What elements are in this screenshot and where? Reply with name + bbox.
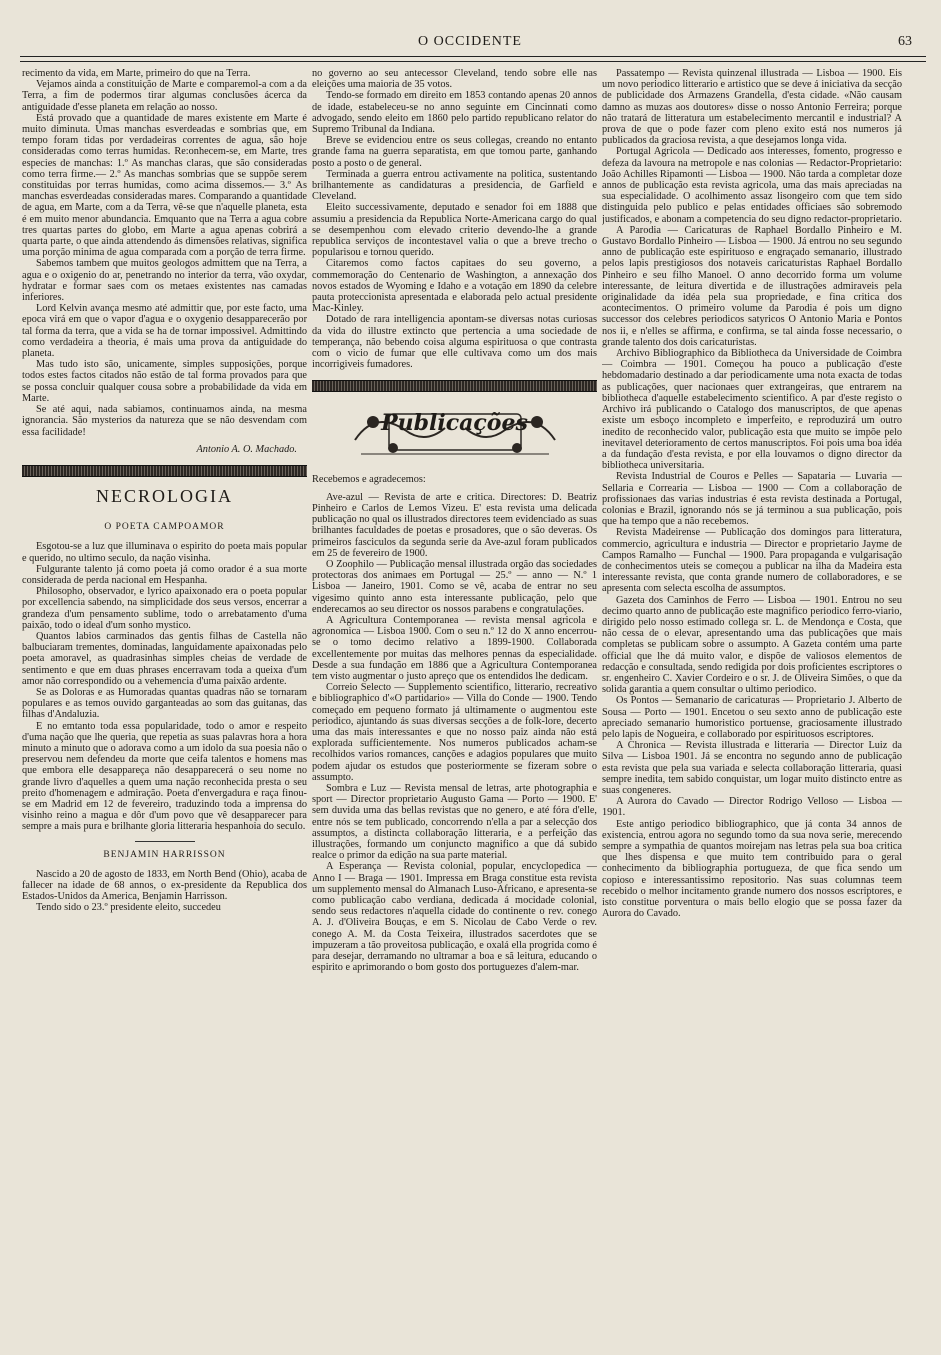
publication-entry: A Aurora do Cavado — Director Rodrigo Velloso — Lisboa — 1901. xyxy=(602,796,902,819)
column-left xyxy=(22,68,307,1318)
article-paragraph: Mas tudo isto são, unicamente, simples supposições, porque todos estes factos citados não estão de tal forma provados para que se possa concluir qualquer cousa sobre a probabilidade da vida em Marte. xyxy=(22,359,307,404)
publication-entry: Correio Selecto — Supplemento scientifico, litterario, recreativo e bibliographico d'«O partidario» — Villa do Conde — 1900. Tendo começado em pequeno formato já ultimamente o augmentou este periodico, ajuntando ás suas diversas secções a de folk-lore, decerto uma das mais interessantes e que no nosso paiz ainda não está explorada sufficientemente. Nos numeros publicados acham-se recolhidos varios romances, canções e adagios populares que muito podem ajudar os estudos que posteriormente se fizeram sobre o assumpto. xyxy=(312,682,597,783)
publication-entry: Passatempo — Revista quinzenal illustrada — Lisboa — 1900. Eis um novo periodico litterario e artistico que se deve á iniciativa da secção de publicidade dos Armazens Grandella, d'esta cidade. «Não causam damno as muzas aos doutores» disse o nosso Antonio Ferreira; porque não tratará de litteratura um estabelecimento mercantil e industrial? A prova de que o pode fazer com pleno exito está nos numeros já publicados da graciosa revista, a que desejamos longa vida. xyxy=(602,68,902,147)
article-paragraph: Breve se evidenciou entre os seus collegas, creando no entanto grande fama na guerra separatista, em que tomou parte, ganhando posto a posto o de general. xyxy=(312,135,597,169)
article-signature: Antonio A. O. Machado. xyxy=(196,443,297,455)
publication-entry: A Chronica — Revista illustrada e litteraria — Director Luiz da Silva — Lisboa 1901. Já se encontra no segundo anno de publicação esta revista que pela sua variada e selecta collaboração litteraria, quasi sempre inedita, tem sabido conquistar, um logar muito distincto entre as suas congeneres. xyxy=(602,740,902,796)
article-paragraph: Sabemos tambem que muitos geologos admittem que na Terra, a agua e o oxigenio do ar, penetrando no interior da terra, vão oxydar, hydratar e formar saes com os metaes existentes nas camadas inferiores. xyxy=(22,258,307,304)
publication-entry: Portugal Agricola — Dedicado aos interesses, fomento, progresso e defeza da lavoura na metropole e nas colonias — Redactor-Proprietario: João Achilles Ripamonti — Lisboa — 1900. Não tarda a completar doze annos de publicação esta revista agricola, uma das mais apreciadas na sua especialidade. O acolhimento assaz lisongeiro com que tem sido distinguida pelo publico e pelas entidades officiaes são sobremodo justificados, e abonam a competencia do seu digno redactor-proprietario. xyxy=(602,146,902,225)
publication-entry: Sombra e Luz — Revista mensal de letras, arte photographia e sport — Director proprietario Augusto Gama — Porto — 1900. E' sem duvida uma das bellas revistas que no genero, e até fóra d'elle, entre nós se tem publicado, concorrendo n'ella a par a selecção dos assumptos, a distincta collaboração litteraria, e a perfeição das illustrações, formando um conjuncto magnifico a que dá subido realce o primor da edição na sua parte material. xyxy=(312,782,597,862)
obituary-paragraph: Se as Doloras e as Humoradas quantas quadras não se tornaram populares e as temos ouvido garganteadas ao som das guitanas, das filhas d'Andaluzia. xyxy=(22,686,307,721)
article-paragraph: Terminada a guerra entrou activamente na politica, sustentando brilhantemente as candidaturas a presidencia, de Garfield e Cleveland. xyxy=(312,168,597,203)
necrologia-heading: NECROLOGIA xyxy=(96,485,233,506)
header-rule xyxy=(20,56,926,62)
article-paragraph: Está provado que a quantidade de mares existente em Marte é muito diminuta. Umas manchas esverdeadas e sombrias que, em tempo foram tidas por verdadeiras correntes de agua, são hoje consideradas como terras humidas. Re:onhecem-se, em Marte, tres especies de manchas: 1.º As manchas claras, que são consideradas como terra firme.— 2.º As manchas sombrias que se suppõe serem constituidas por terras humidas, como acima dissemos.— 3.º As manchas esverdeadas consideradas mares. Comparando a quantidade de agua, em Marte, com a da Terra, vê-se que n'aquelle planeta, esta é em muito menor abundancia. Emquanto que na Terra a agua cobre tres quartas partes do globo, em Marte a agua apenas cobrirá a quarta parte, o que ainda attendendo ás dimensões relativas, significa uma porção minima de agua comparada com a porção de terra firme. xyxy=(22,112,307,259)
column-right xyxy=(602,68,902,1318)
publication-entry: A Parodia — Caricaturas de Raphael Bordallo Pinheiro e M. Gustavo Bordallo Pinheiro — Lisboa — 1900. Já entrou no seu segundo anno de publicação este espirituoso e engraçado semanario, illustrado pelos lapis prestigiosos dos notaveis caricaturistas Raphael Bordallo Pinheiro e seu filho Manoel. O anno decorrido forma um volume interessante, de leitura divertida e de illustrações admiraveis pela originalidade da idéa pela sua propriedade, e fina critica dos acontecimentos. O primeiro volume da Parodia é pois um digno successor dos celebres periodicos satyricos O Antonio Maria e Pontos nos ii, e n'elles se affirma, e confirma, se tal ainda fosse necessario, o grande talento dos dois caricaturistas. xyxy=(602,224,902,348)
publication-entry: A Esperança — Revista colonial, popular, encyclopedica — Anno I — Braga — 1901. Impressa em Braga constitue esta revista um supplemento mensal do Almanach Luso-Africano, e apresenta-se como publicação cabo verdiana, dedicada á mocidade colonial, sendo seus redactores n'aquella cidade do continente o rev. conego A. J. d'Oliveira Bouças, e em S. Nicolau de Cabo Verde o rev. conego A. M. da Costa Teixeira, illustrados sacerdotes que se impuzeram a tão proveitosa publicação, e oxalá ella progrida como é para desejar, derramando no ultramar a boa e sã leitura, educando o espirito e aprimorando o bom gosto dos portuguezes d'alem-mar. xyxy=(312,861,597,974)
obituary-paragraph: Esgotou-se a luz que illuminava o espirito do poeta mais popular e querido, no ultimo seculo, da nação visinha. xyxy=(22,541,307,564)
publication-entry: Este antigo periodico bibliographico, que já conta 34 annos de existencia, entrou agora no segundo tomo da sua nova serie, merecendo sempre a sympathia de quantos moirejam nas letras pela sua boa critica que lhes dispensa e que muito tem contribuido para o geral conhecimento da bibliographia portugueza, de que fica sendo um copioso e interessantissimo repositorio. Nas suas columnas teem recebido o melhor incitamento grande numero dos nossos escriptores, e isto constitue porventura o mais bello elogio que se possa fazer da Aurora do Cavado. xyxy=(602,818,902,920)
journal-title: O OCCIDENTE xyxy=(418,34,522,49)
article-paragraph: Citaremos como factos capitaes do seu governo, a commemoração do Centenario de Washington, a annexação dos novos estados de Wyoming e Idaho e a votação em 1890 da celebre pauta proteccionista apresentada e elaborada pelo actual presidente Mac-Kinley. xyxy=(312,258,597,315)
decorative-band xyxy=(22,465,307,477)
publication-entry: Gazeta dos Caminhos de Ferro — Lisboa — 1901. Entrou no seu decimo quarto anno de publicação este magnifico periodico ferro-viario, dirigido pelo nosso estimado collega sr. L. de Mendonça e Costa, que não cessa de o elevar, apresentando uma das publicações que mais completas se publicam sobre o assumpto. A Gazeta contém uma parte official que lhe dá muito valor, e dispõe de valiosos elementos de redacção e consultada, sendo redigida por dois proficientes escriptores o sr. engenheiro C. Xavier Cordeiro e o sr. J. de Oliveira Simões, o que da solida garantia a quem consultar o ultimo periodico. xyxy=(602,594,902,696)
article-paragraph: recimento da vida, em Marte, primeiro do que na Terra. xyxy=(22,68,251,79)
publication-entry: Archivo Bibliographico da Bibliotheca da Universidade de Coimbra — Coimbra — 1901. Começou ha pouco a publicação d'este hebdomadario destinado a dar periodicamente uma nota exacta de todas as publicações, quer nacionaes quer extrangeiras, que entrarem na bibliotheca d'aquelle estabelecimento scientifico. A par d'este registo o Archivo irá publicando o Catalogo dos manuscriptos, de que apenas existe um esboço incompleto e imperfeito, e reproduzirá um outro inedito de reconhecido valor, publicação esta que muito se impõe pelo inevitavel deterioramento de certos manuscriptos. Foi pois uma boa idéa a da fundação d'esta revista, e por ella louvamos o digno director da bibliotheca universitaria. xyxy=(602,348,902,472)
publication-entry: Revista Madeirense — Publicação dos domingos para litteratura, commercio, agricultura e industria — Director e proprietario Jayme de Campos Ramalho — Funchal — 1900. Para propaganda e vulgarisação de conhecimentos uteis se começou a publicar na ilha da Madeira esta interessante revista, que conta grande numero de collaboradores, e se apresenta com selecta escolha de assumptos. xyxy=(602,527,902,595)
separator-rule xyxy=(135,841,195,842)
decorative-band xyxy=(312,380,597,392)
obituary-paragraph: Quantos labios carminados das gentis filhas de Castella não balbuciaram trementes, dominadas, languidamente apaixonadas pelo poeta amoravel, as quadrasinhas simples cheias de verdade de sentimento e que em duas phrases encerravam toda a queixa d'um amor não correspondido ou a vehemencia d'uma paixão ardente. xyxy=(22,630,307,687)
article-paragraph: Eleito successivamente, deputado e senador foi em 1888 que assumiu a presidencia da Republica Norte-Americana cargo do qual se desempenhou com elevado criterio devendo-lhe a grande republica serviços de incontestavel valia o que a breve trecho o popularisou e tornou querido. xyxy=(312,202,597,259)
page-header xyxy=(20,34,920,56)
obituary-heading-harrisson: BENJAMIN HARRISSON xyxy=(103,849,226,860)
publicacoes-banner xyxy=(345,400,565,464)
article-paragraph: Dotado de rara intelligencia apontam-se diversas notas curiosas da vida do illustre extincto que pertencia a uma sociedade de temperança, não bebendo coisa alguma espirituosa o que contrasta com o vicio de fumar que elle cultivava como um dos mais incorrigiveis fumadores. xyxy=(312,314,597,371)
publication-entry: O Zoophilo — Publicação mensal illustrada orgão das sociedades protectoras dos animaes em Portugal — 25.º — anno — N.º 1 Lisboa — Janeiro, 1901. Como se vê, acaba de entrar no seu vigesimo quinto anno esta interessante publicação, pelo que enderecamos ao seu director os nossos parabens e congratulações. xyxy=(312,558,597,615)
article-paragraph: Lord Kelvin avança mesmo até admittir que, por este facto, uma epoca virá em que o vapor d'agua e o oxygenio desapparecerão por tal forma da terra, que a vida se ha de tornar impossivel. Admittindo como verdadeira a theoria, é mais uma prova da antiguidade do planeta. xyxy=(22,303,307,360)
obituary-heading-campoamor: O POETA CAMPOAMOR xyxy=(104,522,225,533)
received-line: Recebemos e agradecemos: xyxy=(312,474,426,486)
banner-title: Publicações xyxy=(381,410,528,437)
publication-entry: Os Pontos — Semanario de caricaturas — Proprietario J. Alberto de Sousa — Porto — 1901. Encetou o seu sexto anno de publicação este apreciado semanario humoristico portuense, graciosamente illustrado pelo lapis de Nogueira, e collaborado por espirituosos escriptores. xyxy=(602,695,902,740)
column-middle xyxy=(312,68,597,1318)
obituary-paragraph: E no emtanto toda essa popularidade, todo o amor e respeito d'uma nação que lhe queria, que repetia as suas palavras hora a hora minuto a minuto que o adorava como a um idolo da sua poesia não o preservou nem defendeu da morte que ceifa talentos e homens mas que embora elle desappareça não desapparecerá o seu nome no grande livro d'aquelles a quem uma nação reconhecida presta o seu preito d'homenagem e admiração. Poeta d'envergadura e raça finou-se em Madrid em 12 de fevereiro, traduzindo toda a imprensa do visinho reino a magua e dôr d'um povo que vê desapparecer para sempre a mais pura e brilhante gloria litteraria hespanhoia do seculo. xyxy=(22,720,307,833)
obituary-paragraph: Tendo sido o 23.º presidente eleito, succedeu xyxy=(36,902,221,914)
obituary-paragraph: Philosopho, observador, e lyrico apaixonado era o poeta popular por excellencia sabendo, na simplicidade dos seus versos, encerrar a grandeza d'um pensamento sublime, todo o arrebatamento d'uma paixão, todo o ideal d'um sonho mystico. xyxy=(22,586,307,631)
publication-entry: A Agricultura Contemporanea — revista mensal agricola e agronomica — Lisboa 1900. Com o seu n.º 12 do X anno encerrou-se o tomo decimo relativo a 1899-1900. Collaborada excellentemente por muitas das melhores pennas da especialidade. Desde a sua fundação em 1886 que a Agricultura Contemporanea tem visto augmentar o justo apreço que os entendidos lhe dedicam. xyxy=(312,614,597,682)
page-number: 63 xyxy=(898,34,912,49)
publication-entry: Revista Industrial de Couros e Pelles — Sapataria — Luvaria — Sellaria e Correaria — Lisboa — 1900 — Com a collaboração de profissionaes das varias industrias é esta revista destinada a Portugal, colonias e Brazil, ignorando nós se já terminou a sua publicação, pois que ha tempo que a não recebemos. xyxy=(602,471,902,528)
article-paragraph: Se até aqui, nada sabiamos, continuamos ainda, na mesma ignorancia. São mysterios da natureza que se não desvendam com essa facilidade! xyxy=(22,404,307,438)
publication-entry: Ave-azul — Revista de arte e critica. Directores: D. Beatriz Pinheiro e Carlos de Lemos Vizeu. E' esta revista uma delicada publicação no qual os illustrados directores teem evidenciado as suas brilhantes faculdades de poetas e prosadores, que o são deveras. Os primeiros fasciculos da segunda serie da Ave-azul foram publicados em 25 de fevereiro de 1900. xyxy=(312,491,597,559)
obituary-paragraph: Fulgurante talento já como poeta já como orador é a sua morte considerada de perda nacional em Hespanha. xyxy=(22,563,307,586)
article-paragraph: Vejamos ainda a constituição de Marte e comparemol-a com a da Terra, a fim de podermos tirar algumas conclusões ácerca da antiguidade d'esse planeta em relação ao nosso. xyxy=(22,79,307,113)
obituary-paragraph: Nascido a 20 de agosto de 1833, em North Bend (Ohio), acaba de fallecer na idade de 68 annos, o ex-presidente da Republica dos Estados-Unidos da America, Benjamin Harrisson. xyxy=(22,868,307,903)
article-paragraph: Tendo-se formado em direito em 1853 contando apenas 20 annos de idade, estabeleceu-se no anno seguinte em Cincinnati como advogado, sendo eleito em 1860 pelo partido republicano relator do Supremo Tribunal da Indiana. xyxy=(312,90,597,136)
article-paragraph: no governo ao seu antecessor Cleveland, tendo sobre elle nas eleições uma maioria de 35 votos. xyxy=(312,68,597,91)
